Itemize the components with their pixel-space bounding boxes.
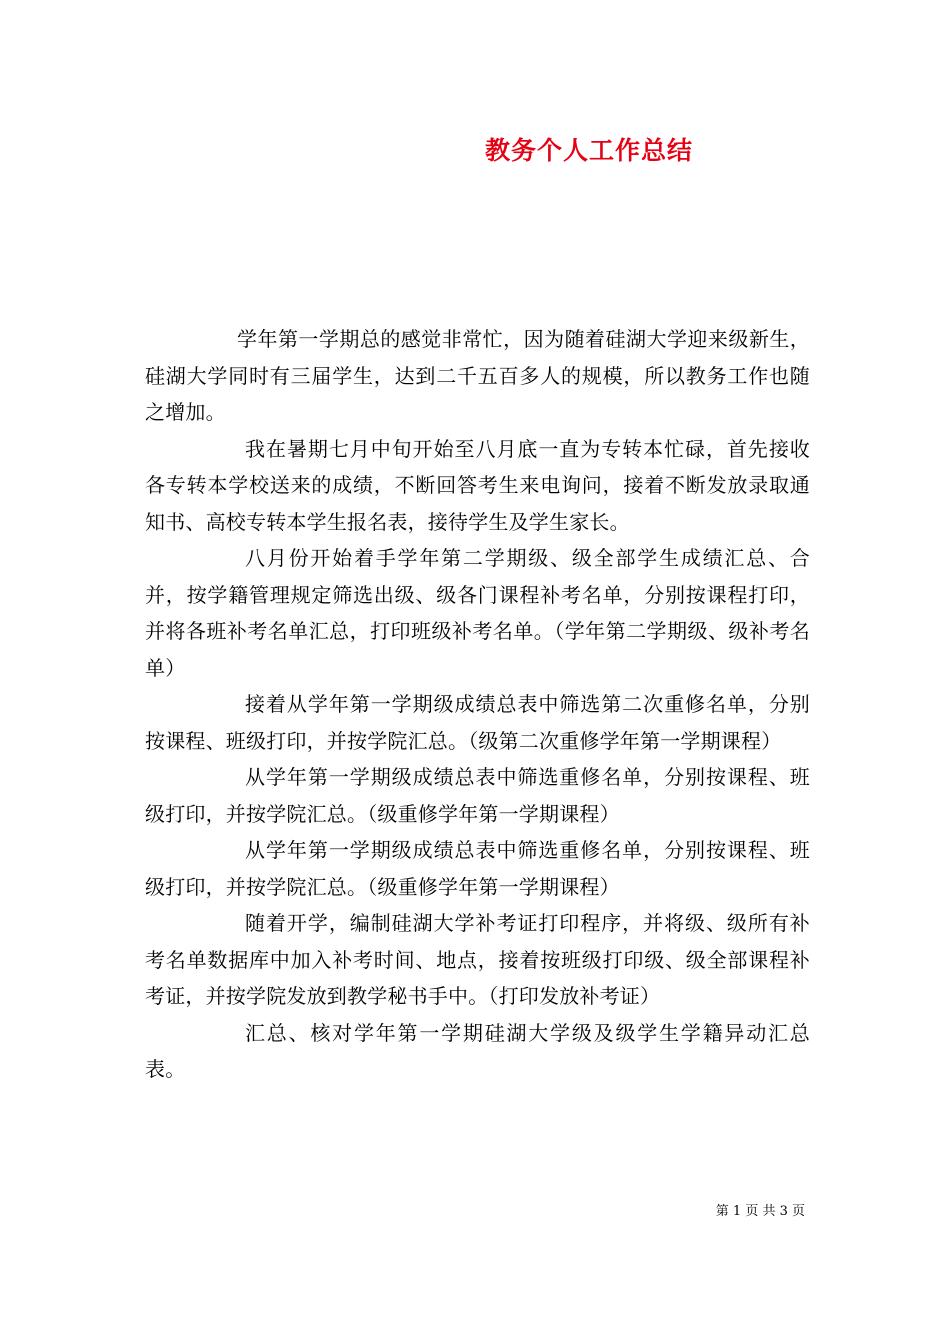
paragraph: 接着从学年第一学期级成绩总表中筛选第二次重修名单，分别按课程、班级打印，并按学院汇总。（级第二次重修学年第一学期课程） bbox=[145, 692, 810, 753]
paragraph: 我在暑期七月中旬开始至八月底一直为专转本忙碌，首先接收各专转本学校送来的成绩，不断回答考生来电询问，接着不断发放录取通知书、高校专转本学生报名表，接待学生及学生家长。 bbox=[145, 436, 810, 534]
page-number: 第 1 页 共 3 页 bbox=[715, 1204, 805, 1219]
paragraph: 八月份开始着手学年第二学期级、级全部学生成绩汇总、合并，按学籍管理规定筛选出级、级各门课程补考名单，分别按课程打印，并将各班补考名单汇总，打印班级补考名单。（学年第二学期级、级补考名单） bbox=[145, 546, 810, 680]
document-body bbox=[145, 321, 810, 1088]
paragraph: 从学年第一学期级成绩总表中筛选重修名单，分别按课程、班级打印，并按学院汇总。（级重修学年第一学期课程） bbox=[145, 765, 810, 826]
paragraph: 从学年第一学期级成绩总表中筛选重修名单，分别按课程、班级打印，并按学院汇总。（级重修学年第一学期课程） bbox=[145, 838, 810, 899]
paragraph: 随着开学，编制硅湖大学补考证打印程序，并将级、级所有补考名单数据库中加入补考时间、地点，接着按班级打印级、级全部课程补考证，并按学院发放到教学秘书手中。（打印发放补考证） bbox=[145, 911, 810, 1008]
paragraph: 汇总、核对学年第一学期硅湖大学级及级学生学籍异动汇总表。 bbox=[145, 1020, 810, 1081]
document-title: 教务个人工作总结 bbox=[484, 136, 693, 165]
paragraph: 学年第一学期总的感觉非常忙，因为随着硅湖大学迎来级新生，硅湖大学同时有三届学生，达到二千五百多人的规模，所以教务工作也随之增加。 bbox=[145, 327, 810, 424]
